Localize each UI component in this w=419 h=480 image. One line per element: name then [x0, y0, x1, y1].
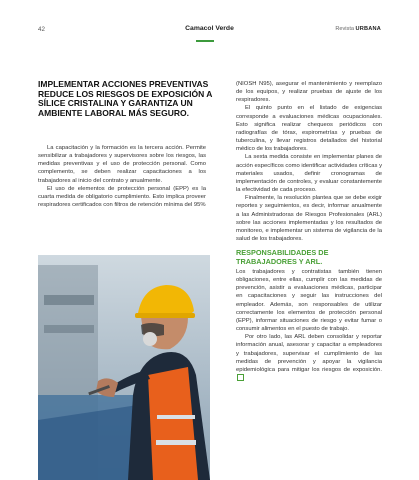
right-column	[236, 80, 382, 383]
page-number: 42	[38, 26, 45, 33]
paragraph: El quinto punto en el listado de exigencias corresponde a evaluaciones médicas ocupacionales. Esto significa realizar chequeos periódicos con radiografías de tórax, espirometrías y pruebas de tuberculina, y llevar registros detallados del historial médico de los trabajadores.	[236, 105, 382, 153]
brand-underline	[196, 40, 214, 42]
worker-photo	[38, 255, 210, 480]
section-brand: Camacol Verde	[185, 25, 234, 32]
page-header	[0, 0, 419, 44]
worker-illustration	[38, 255, 210, 480]
end-square-icon	[237, 374, 244, 381]
paragraph-last	[236, 333, 382, 383]
paragraph-text: Por otro lado, las ARL deben consolidar y reportar información anual, asesorar y capacitar a empleadores y trabajadores, supervisar el cumplimiento de las medidas de prevención y apoyar la vigilancia epidemiológica para mitigar los riesgos de exposición.	[236, 334, 382, 373]
paragraph: El uso de elementos de protección personal (EPP) es la cuarta medida de obligatorio cumplimiento. Esto implica proveer respiradores certificados con filtros de retención mínima del 95%	[38, 185, 206, 209]
paragraph: Los trabajadores y contratistas también tienen obligaciones, entre ellas, cumplir con las medidas de prevención, asistir a evaluaciones médicas, participar en capacitaciones y seguir las instrucciones del empleador. Además, son responsables de utilizar correctamente los elementos de protección personal (EPP), informar situaciones de riesgo y evitar fumar o consumir alimentos en el puesto de trabajo.	[236, 268, 382, 333]
paragraph: La sexta medida consiste en implementar planes de acción específicos como identificar actividades críticas y materiales usados, definir cronogramas de implementación de controles, y evaluar constantemente la efectividad de cada proceso.	[236, 154, 382, 194]
paragraph: Finalmente, la resolución plantea que se debe exigir reportes y seguimientos, es decir, informar anualmente a las Administradoras de Riesgos Profesionales (ARL) sobre las acciones implementadas y los resultados de monitoreo, e implementar un sistema de vigilancia de la salud de los trabajadores.	[236, 195, 382, 242]
magazine-title: URBANA	[355, 26, 381, 32]
article-headline: IMPLEMENTAR ACCIONES PREVENTIVAS REDUCE LOS RIESGOS DE EXPOSICIÓN A SÍLICE CRISTALINA Y GARANTIZA UN AMBIENTE LABORAL MÁS SEGURO.	[38, 79, 213, 118]
paragraph: (NIOSH N95), asegurar el mantenimiento y reemplazo de los equipos, y realizar pruebas de ajuste de los respiradores.	[236, 81, 382, 104]
magazine-name	[335, 26, 381, 32]
magazine-prefix: Revista	[335, 26, 354, 32]
paragraph: La capacitación y la formación es la tercera acción. Permite sensibilizar a trabajadores y supervisores sobre los riesgos, las medidas preventivas y el uso de protección personal. Como complemento, se deben realizar capacitaciones a los trabajadores al inicio del contrato y anualmente.	[38, 145, 206, 184]
section-subheading: RESPONSABILIDADES DE TRABAJADORES Y ARL.	[236, 248, 329, 266]
left-column	[38, 144, 206, 209]
